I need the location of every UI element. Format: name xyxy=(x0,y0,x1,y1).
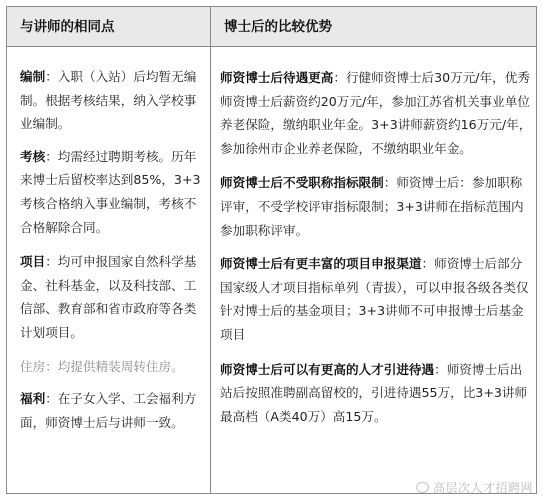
weibo-icon xyxy=(416,482,429,493)
watermark-text: 高层次人才招聘网 xyxy=(432,481,533,495)
advantages-column xyxy=(220,47,532,428)
similarity-assessment: 考核：均需经过聘期考核。历年来博士后留校率达到85%，3+3考核合格纳入事业编制，考核不合格解除合同。 xyxy=(20,148,201,235)
similarity-staffing: 编制：入职（入站）后均暂无编制。根据考核结果，纳入学校事业编制。 xyxy=(20,69,197,132)
advantage-salary: 师资博士后待遇更高：行健师资博士后30万元/年，优秀师资博士后薪资约20万元/年，参加江苏省机关事业单位养老保险，缴纳职业年金。3+3讲师薪资约16万元/年，参加徐州市企业养老保险，不缴纳职业年金。 xyxy=(220,70,532,156)
watermark xyxy=(416,479,533,496)
advantage-talent-introduction: 师资博士后可以有更高的人才引进待遇：师资博士后出站后按照准聘副高留校的，引进待遇55万，比3+3讲师最高档（A类40万）高15万。 xyxy=(220,361,528,424)
similarity-projects: 项目：均可申报国家自然科学基金、社科基金，以及科技部、工信部、教育部和省市政府等各类计划项目。 xyxy=(20,254,197,340)
similarity-welfare: 福利：在子女入学、工会福利方面，师资博士后与讲师一致。 xyxy=(20,391,197,430)
advantage-project-channels: 师资博士后有更丰富的项目申报渠道：师资博士后部分国家级人才项目指标单列（青拔），可以申报各级各类仅针对博士后的基金项目；3+3讲师不可申报博士后基金项目 xyxy=(220,256,529,342)
comparison-table xyxy=(6,6,537,494)
column-divider xyxy=(210,7,211,493)
advantage-title-quota: 师资博士后不受职称指标限制：师资博士后：参加职称评审，不受学校评审指标限制；3+3讲师在指标范围内参加职称评审。 xyxy=(220,175,524,238)
similarity-housing: 住房：均提供精装周转住房。 xyxy=(20,358,184,374)
header-advantages: 博士后的比较优势 xyxy=(224,19,332,35)
similarities-column xyxy=(20,47,202,434)
header-similarities: 与讲师的相同点 xyxy=(20,19,115,35)
